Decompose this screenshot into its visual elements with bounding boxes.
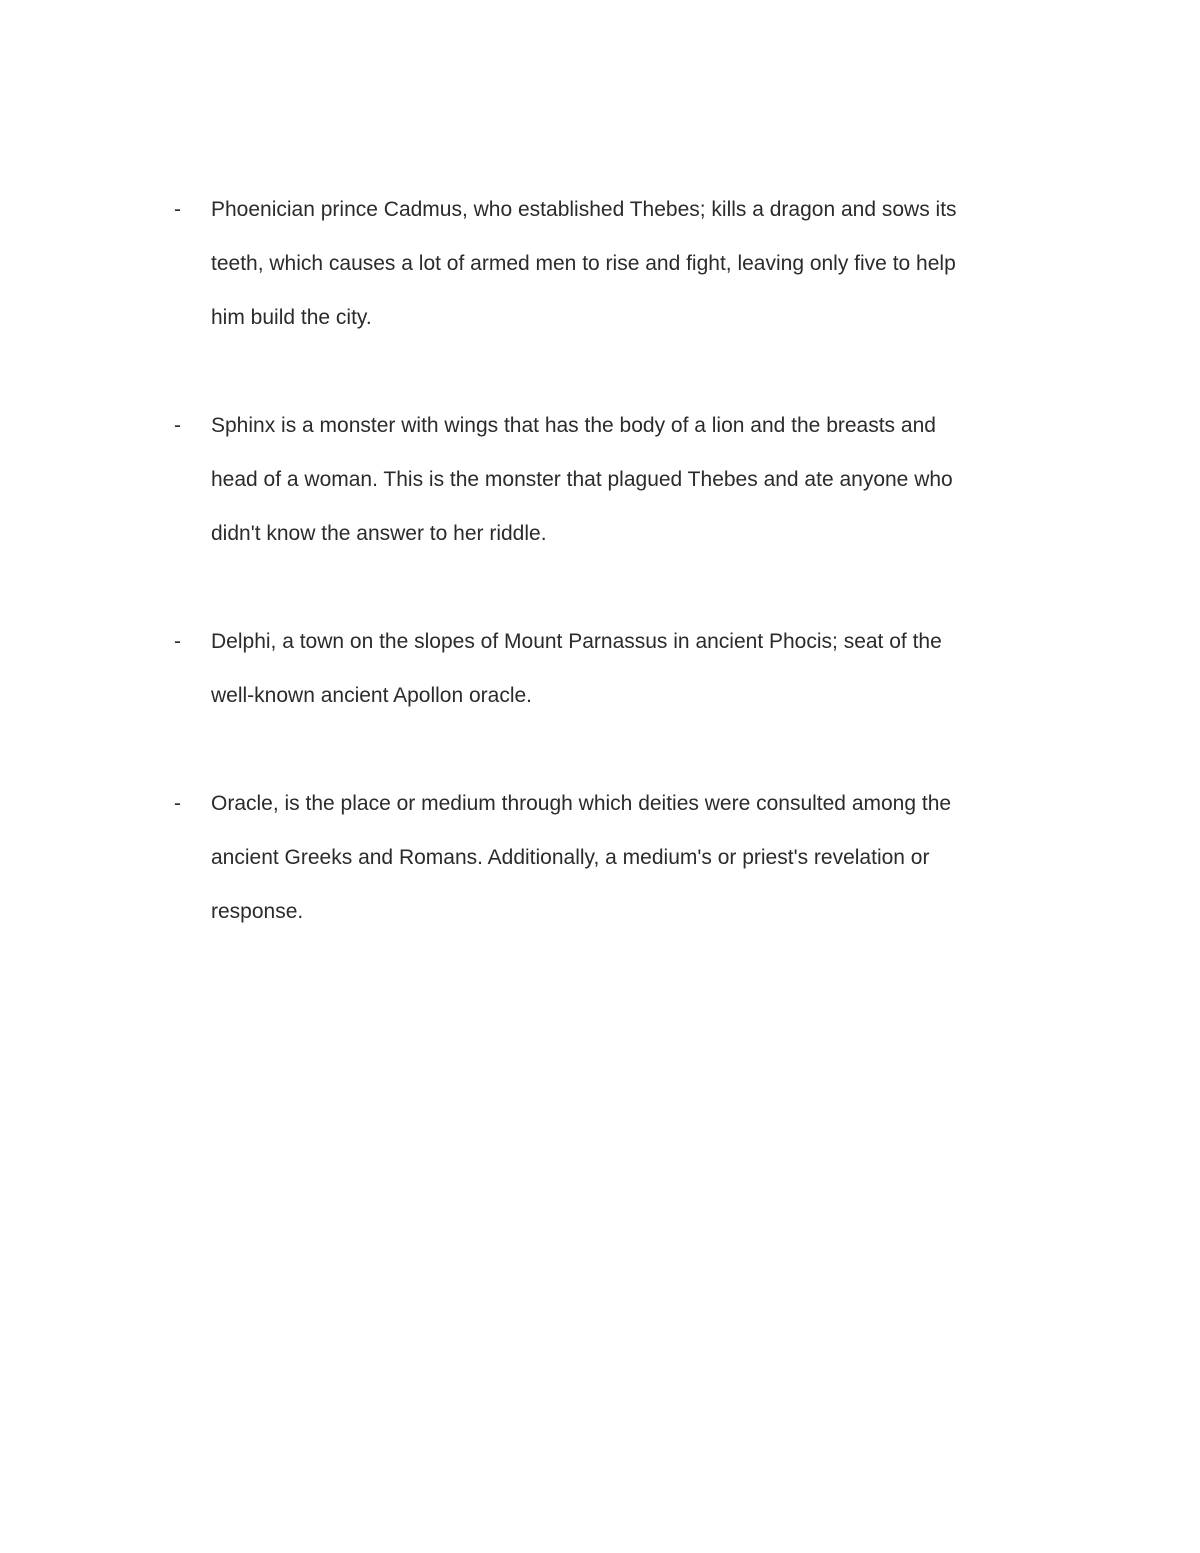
list-item-text bbox=[211, 777, 1051, 939]
text-line: him build the city. bbox=[211, 306, 372, 329]
text-line: teeth, which causes a lot of armed men to rise and fight, leaving only five to help bbox=[211, 252, 956, 275]
list-item-delphi bbox=[174, 615, 1074, 723]
text-line: well-known ancient Apollon oracle. bbox=[211, 684, 533, 707]
bullet-dash: - bbox=[174, 198, 181, 221]
list-item-cadmus bbox=[174, 183, 1074, 345]
list-item-text bbox=[211, 183, 1051, 345]
bullet-dash: - bbox=[174, 630, 181, 653]
list-item-text bbox=[211, 615, 1051, 723]
bullet-dash: - bbox=[174, 414, 181, 437]
text-line: Sphinx is a monster with wings that has the body of a lion and the breasts and bbox=[211, 414, 936, 437]
text-line: ancient Greeks and Romans. Additionally, a medium's or priest's revelation or bbox=[211, 846, 930, 869]
text-line: head of a woman. This is the monster that plagued Thebes and ate anyone who bbox=[211, 468, 953, 491]
text-line: didn't know the answer to her riddle. bbox=[211, 522, 547, 545]
bullet-list bbox=[174, 183, 1074, 993]
text-line: Delphi, a town on the slopes of Mount Parnassus in ancient Phocis; seat of the bbox=[211, 630, 942, 653]
bullet-dash: - bbox=[174, 792, 181, 815]
text-line: Oracle, is the place or medium through which deities were consulted among the bbox=[211, 792, 952, 815]
list-item-oracle bbox=[174, 777, 1074, 939]
text-line: response. bbox=[211, 900, 304, 923]
list-item-text bbox=[211, 399, 1051, 561]
text-line: Phoenician prince Cadmus, who established Thebes; kills a dragon and sows its bbox=[211, 198, 957, 221]
list-item-sphinx bbox=[174, 399, 1074, 561]
